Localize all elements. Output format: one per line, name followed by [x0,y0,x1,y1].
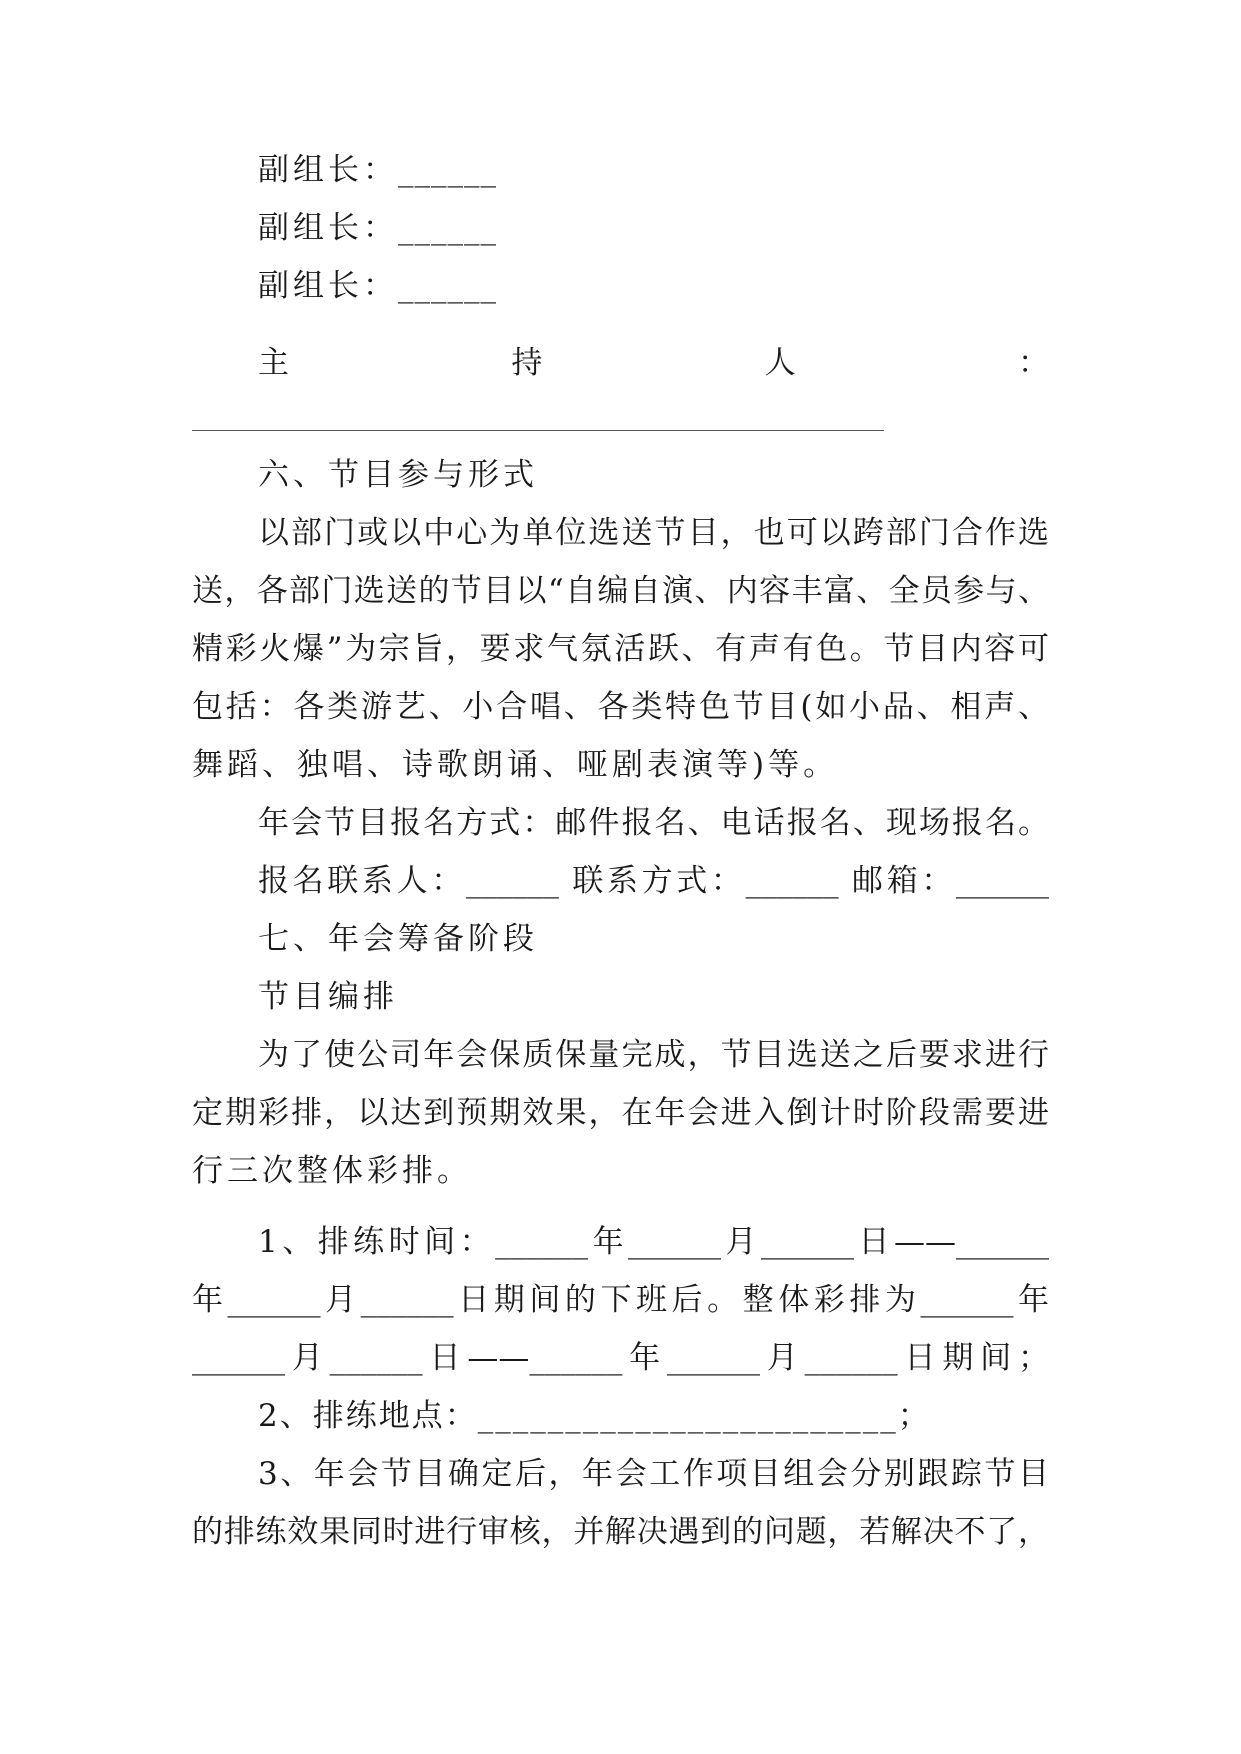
host-char-1: 主 [258,345,289,381]
rehearsal-time-line-3: ______月______日——______年______月______日期间； [192,1340,1049,1376]
rehearsal-time-line-2: 年______月______日期间的下班后。整体彩排为______年 [192,1282,1049,1318]
section-6-para-line-4: 包括：各类游艺、小合唱、各类特色节目(如小品、相声、 [192,689,1049,725]
vice-leader-blank: ______ [398,268,497,304]
rehearsal-location-line: 2、排练地点：________________________； [258,1398,931,1434]
host-line [258,343,1049,383]
vice-leader-label: 副组长： [258,268,398,304]
vice-leader-blank: ______ [398,152,497,188]
vice-leader-blank: ______ [398,210,497,246]
vice-leader-line-3 [258,266,1049,306]
rehearsal-time-line-1: 1、排练时间：______年______月______日——______ [258,1224,1049,1260]
signup-method-line: 年会节目报名方式：邮件报名、电话报名、现场报名。 [258,805,1049,841]
section-6-para-line-1: 以部门或以中心为单位选送节目，也可以跨部门合作选 [258,515,1049,551]
section-7-heading: 七、年会筹备阶段 [258,921,538,957]
section-6-para-line-5: 舞蹈、独唱、诗歌朗诵、哑剧表演等)等。 [192,747,839,783]
section-7-para-line-2: 定期彩排，以达到预期效果，在年会进入倒计时阶段需要进 [192,1095,1049,1131]
host-char-3: 人 [764,345,796,381]
section-6-heading: 六、节目参与形式 [258,457,538,493]
vice-leader-label: 副组长： [258,210,398,246]
section-7-para-line-1: 为了使公司年会保质保量完成，节目选送之后要求进行 [258,1037,1049,1073]
host-underline [192,430,884,431]
vice-leader-line-2 [258,208,1049,248]
contact-line: 报名联系人：______ 联系方式：______ 邮箱：______ [258,863,1049,899]
item-3-line-2: 的排练效果同时进行审核，并解决遇到的问题，若解决不了， [192,1514,1049,1550]
section-6-para-line-3: 精彩火爆”为宗旨，要求气氛活跃、有声有色。节目内容可 [192,631,1049,667]
section-7-subheading: 节目编排 [258,979,398,1015]
vice-leader-line-1 [258,150,1049,190]
section-6-para-line-2: 送，各部门选送的节目以“自编自演、内容丰富、全员参与、 [192,573,1049,609]
item-3-line-1: 3、年会节目确定后，年会工作项目组会分别跟踪节目 [258,1456,1049,1492]
section-7-para-line-3: 行三次整体彩排。 [192,1153,472,1189]
host-char-2: 持 [511,345,543,381]
host-colon: ： [1017,345,1049,381]
vice-leader-label: 副组长： [258,152,398,188]
